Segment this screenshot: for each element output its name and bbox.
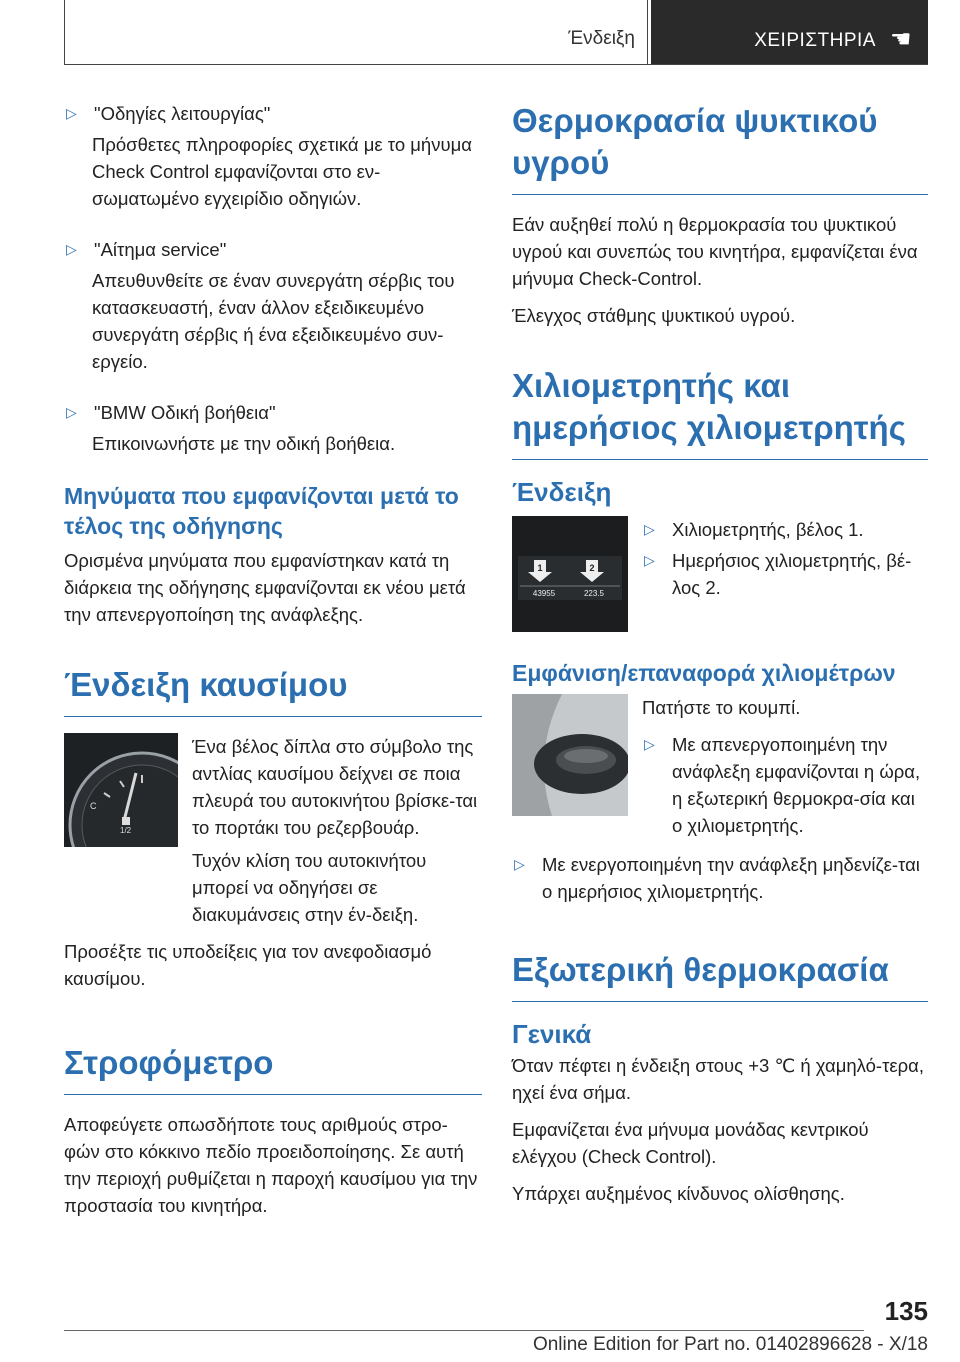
list-item: ▷ Ημερήσιος χιλιομετρητής, βέ-λος 2. <box>642 547 928 601</box>
list-item: ▷ "Οδηγίες λειτουργίας" <box>64 100 482 127</box>
odo-trip-value: 223.5 <box>583 589 605 598</box>
bullet-triangle-icon: ▷ <box>66 105 77 121</box>
section-title: Θερμοκρασία ψυκτικού υγρού <box>512 100 928 195</box>
header-manual-label: ΧΕΙΡΙΣΤΗΡΙΑ <box>754 30 876 51</box>
list-item: ▷ "Αίτημα service" <box>64 236 482 263</box>
paragraph: Απευθυνθείτε σε έναν συνεργάτη σέρβις του κατασκευαστή, έναν άλλον εξειδικευμένο συνεργάτη σέρβις ή ένα εξειδικευμένο συν-εργείο. <box>92 270 455 372</box>
list-item: ▷ Χιλιομετρητής, βέλος 1. <box>642 516 928 543</box>
header-rule <box>64 64 928 65</box>
fuel-half-label: 1/2 <box>120 826 132 835</box>
subsection-heading: Γενικά <box>512 1019 592 1049</box>
paragraph: Όταν πέφτει η ένδειξη στους +3 ℃ ή χαμηλό-τερα, ηχεί ένα σήμα. <box>512 1055 924 1103</box>
fuel-gauge-image <box>64 733 178 847</box>
list-item: ▷ "BMW Οδική βοήθεια" <box>64 399 482 426</box>
odometer-display-image <box>512 516 628 632</box>
section-heading: Εμφάνιση/επαναφορά χιλιομέτρων <box>512 660 896 686</box>
paragraph: Ένα βέλος δίπλα στο σύμβολο της αντλίας καυσίμου δείχνει σε ποια πλευρά του αυτοκινήτου βρίσκε-ται το πορτάκι του ρεζερβουάρ. <box>192 736 478 838</box>
reset-button-image <box>512 694 628 816</box>
header-section-tab <box>64 0 648 64</box>
hand-pointer-icon: ☚ <box>889 26 912 53</box>
odo-arrow-1-label: 1 <box>537 563 543 573</box>
paragraph: Εάν αυξηθεί πολύ η θερμοκρασία του ψυκτικού υγρού και συνεπώς του κινητήρα, εμφανίζεται ένα μήνυμα Check-Control. <box>512 214 918 289</box>
paragraph: Τυχόν κλίση του αυτοκινήτου μπορεί να οδηγήσει σε διακυμάνσεις στην έν-δειξη. <box>192 850 427 925</box>
odo-arrow-2-label: 2 <box>589 563 595 573</box>
bullet-triangle-icon: ▷ <box>66 241 77 257</box>
bullet-triangle-icon: ▷ <box>514 856 525 872</box>
right-column <box>512 100 928 1217</box>
reset-figure-row <box>512 694 928 843</box>
paragraph: Επικοινωνήστε με την οδική βοήθεια. <box>92 433 396 454</box>
footer-edition: Online Edition for Part no. 01402896628 - X/18 <box>532 1334 928 1355</box>
section-title: Ένδειξη καυσίμου <box>64 664 482 717</box>
bullet-triangle-icon: ▷ <box>644 521 655 537</box>
odometer-figure-row <box>512 516 928 632</box>
paragraph: Πατήστε το κουμπί. <box>642 697 801 718</box>
paragraph: Έλεγχος στάθμης ψυκτικού υγρού. <box>512 305 796 326</box>
paragraph: Πρόσθετες πληροφορίες σχετικά με το μήνυμα Check Control εμφανίζονται στο εν-σωματωμένο εγχειρίδιο οδηγιών. <box>92 134 472 209</box>
odo-total-value: 43955 <box>532 589 556 598</box>
section-title: Στροφόμετρο <box>64 1042 482 1095</box>
section-title: Εξωτερική θερμοκρασία <box>512 949 928 1002</box>
header-section-label: Ένδειξη <box>568 28 635 49</box>
footer-rule <box>64 1330 864 1331</box>
list-item: ▷ Με ενεργοποιημένη την ανάφλεξη μηδενίζε-ται ο ημερήσιος χιλιομετρητής. <box>512 851 928 905</box>
bullet-triangle-icon: ▷ <box>644 736 655 752</box>
page-number: 135 <box>884 1296 928 1326</box>
fuel-figure-row <box>64 733 482 851</box>
list-item: ▷ Με απενεργοποιημένη την ανάφλεξη εμφανίζονται η ώρα, η εξωτερική θερμοκρα-σία και ο χιλιομετρητής. <box>642 731 928 839</box>
section-title: Χιλιομετρητής και ημερήσιος χιλιομετρητής <box>512 365 928 460</box>
paragraph: Ορισμένα μηνύματα που εμφανίστηκαν κατά τη διάρκεια της οδήγησης εμφανίζονται εκ νέου μετά την απενεργοποίηση της ανάφλεξης. <box>64 550 466 625</box>
header-manual-tab <box>651 0 928 64</box>
subsection-heading: Ένδειξη <box>512 477 612 507</box>
paragraph: Υπάρχει αυξημένος κίνδυνος ολίσθησης. <box>512 1183 845 1204</box>
bullet-triangle-icon: ▷ <box>644 552 655 568</box>
fuel-c-label: C <box>90 801 97 811</box>
paragraph: Αποφεύγετε οπωσδήποτε τους αριθμούς στρο-φών στο κόκκινο πεδίο προειδοποίησης. Σε αυτή την περιοχή ρυθμίζεται η παροχή καυσίμου για την προστασία του κινητήρα. <box>64 1114 478 1216</box>
paragraph: Προσέξτε τις υποδείξεις για τον ανεφοδιασμό καυσίμου. <box>64 941 432 989</box>
left-column <box>64 100 482 1229</box>
paragraph: Εμφανίζεται ένα μήνυμα μονάδας κεντρικού ελέγχου (Check Control). <box>512 1119 869 1167</box>
section-heading: Μηνύματα που εμφανίζονται μετά το τέλος της οδήγησης <box>64 483 459 539</box>
bullet-triangle-icon: ▷ <box>66 404 77 420</box>
